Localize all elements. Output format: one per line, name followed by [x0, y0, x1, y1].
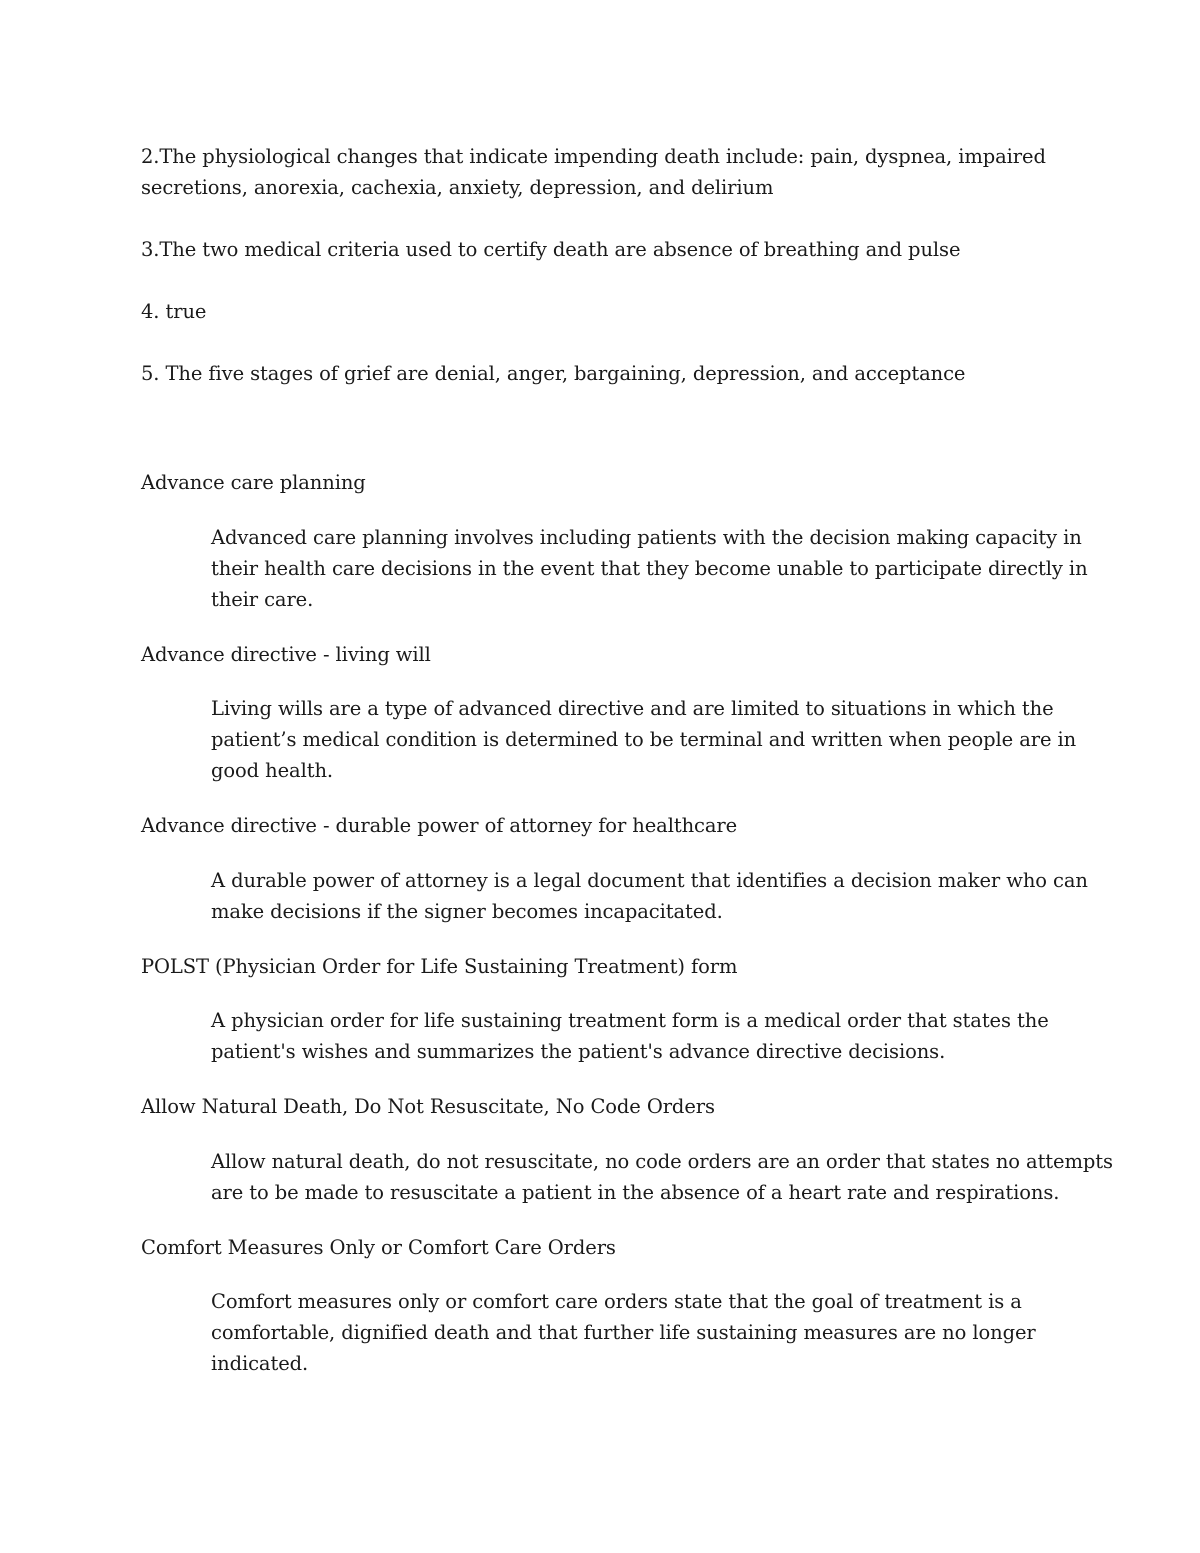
definition-line: make decisions if the signer becomes incapacitated.: [211, 900, 723, 923]
definition-line: Allow natural death, do not resuscitate, no code orders are an order that states no attempts: [211, 1150, 1113, 1173]
answer-2-line-1: 2.The physiological changes that indicate impending death include: pain, dyspnea, impaired: [141, 145, 1046, 168]
term-title-allow-natural-death: Allow Natural Death, Do Not Resuscitate, No Code Orders: [141, 1095, 715, 1118]
answer-2: [141, 141, 1046, 203]
term-definition-living-will: [211, 693, 1076, 786]
definition-line: Living wills are a type of advanced directive and are limited to situations in which the: [211, 697, 1054, 720]
definition-line: are to be made to resuscitate a patient in the absence of a heart rate and respirations.: [211, 1181, 1060, 1204]
term-title-living-will: Advance directive - living will: [141, 643, 431, 666]
definition-line: indicated.: [211, 1352, 309, 1375]
term-definition-allow-natural-death: [211, 1146, 1113, 1208]
definition-line: A physician order for life sustaining treatment form is a medical order that states the: [211, 1009, 1049, 1032]
term-title-durable-power-of-attorney: Advance directive - durable power of attorney for healthcare: [141, 814, 738, 837]
definition-line: their care.: [211, 588, 314, 611]
term-definition-comfort-measures-only: [211, 1286, 1036, 1379]
definition-line: their health care decisions in the event that they become unable to participate directly in: [211, 557, 1088, 580]
term-definition-polst: [211, 1005, 1049, 1067]
definition-line: comfortable, dignified death and that further life sustaining measures are no longer: [211, 1321, 1036, 1344]
term-definition-advance-care-planning: [211, 522, 1088, 615]
term-title-polst: POLST (Physician Order for Life Sustaining Treatment) form: [141, 955, 738, 978]
answer-5: 5. The five stages of grief are denial, anger, bargaining, depression, and acceptance: [141, 362, 966, 385]
definition-line: patient’s medical condition is determined to be terminal and written when people are in: [211, 728, 1077, 751]
definition-line: good health.: [211, 759, 333, 782]
term-title-advance-care-planning: Advance care planning: [141, 471, 366, 494]
answer-4: 4. true: [141, 300, 207, 323]
definition-line: Comfort measures only or comfort care orders state that the goal of treatment is a: [211, 1290, 1022, 1313]
answer-2-line-2: secretions, anorexia, cachexia, anxiety, depression, and delirium: [141, 176, 774, 199]
definition-line: A durable power of attorney is a legal document that identifies a decision maker who can: [211, 869, 1088, 892]
definition-line: patient's wishes and summarizes the patient's advance directive decisions.: [211, 1040, 946, 1063]
definition-line: Advanced care planning involves including patients with the decision making capacity in: [211, 526, 1082, 549]
term-definition-durable-power-of-attorney: [211, 865, 1088, 927]
answer-3: 3.The two medical criteria used to certify death are absence of breathing and pulse: [141, 238, 961, 261]
term-title-comfort-measures-only: Comfort Measures Only or Comfort Care Orders: [141, 1236, 616, 1259]
